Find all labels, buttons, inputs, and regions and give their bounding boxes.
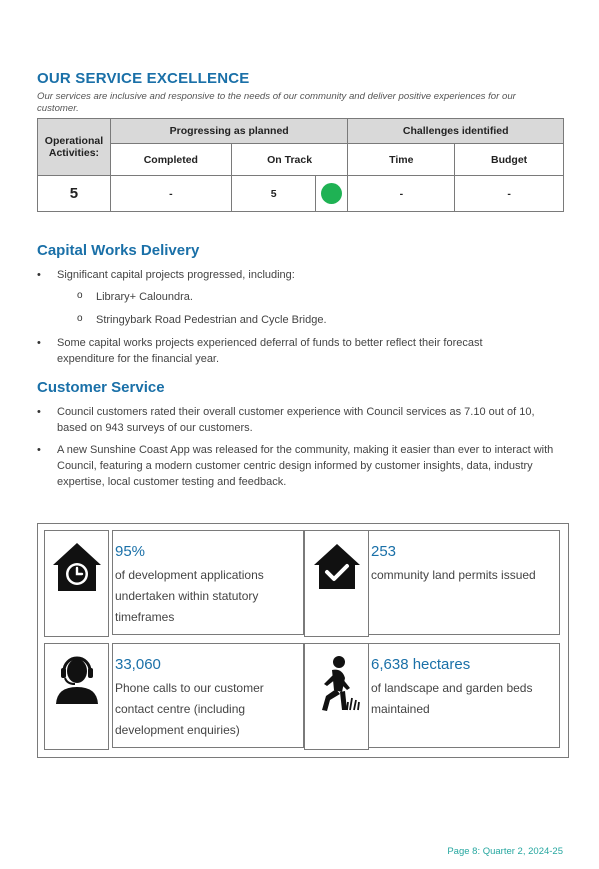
stat-description: community land permits issued: [371, 568, 536, 582]
header-budget: Budget: [455, 144, 564, 176]
customer-list: [37, 404, 557, 496]
list-item: o Library+ Caloundra.: [57, 289, 542, 305]
stat-description: of development applications undertaken within statutory timeframes: [115, 568, 264, 624]
capital-sublist: [57, 289, 542, 328]
service-intro: Our services are inclusive and responsive to the needs of our community and deliver positive experiences for our customer.: [37, 91, 516, 114]
list-item: • Council customers rated their overall customer experience with Council services as 7.10 out of 10, based on 943 surveys of our customers.: [37, 404, 557, 436]
stat-value: 6,638 hectares: [371, 656, 471, 673]
list-item: • A new Sunshine Coast App was released for the community, making it easier than ever to interact with Council, featuring a modern customer centric design informed by customer insights, data, industry expertise, local customer testing and feedback.: [37, 442, 557, 490]
customer-heading: Customer Service: [37, 379, 165, 396]
capital-bullet-1: Significant capital projects progressed, including:: [57, 269, 295, 281]
value-on-track: 5: [231, 176, 316, 212]
capital-list: [37, 267, 542, 373]
stat-card: [368, 643, 560, 748]
list-item: • Some capital works projects experienced deferral of funds to better reflect their forecast expenditure for the financial year.: [37, 335, 542, 367]
status-cell: [316, 176, 348, 212]
gardener-icon: [304, 643, 369, 750]
performance-table: [37, 118, 564, 212]
stat-card: [368, 530, 560, 635]
table-row: [38, 176, 564, 212]
header-challenges: Challenges identified: [348, 119, 564, 144]
stats-panel: [37, 523, 569, 758]
house-check-icon: [304, 530, 369, 637]
stat-card: [112, 643, 304, 748]
value-activities: 5: [38, 176, 111, 212]
value-completed: -: [110, 176, 231, 212]
header-completed: Completed: [110, 144, 231, 176]
status-dot-icon: [321, 183, 342, 204]
value-budget: -: [455, 176, 564, 212]
header-progressing: Progressing as planned: [110, 119, 348, 144]
headset-person-icon: [44, 643, 109, 750]
header-operational-activities: Operational Activities:: [38, 119, 111, 176]
list-item: o Stringybark Road Pedestrian and Cycle Bridge.: [57, 312, 542, 328]
service-heading: OUR SERVICE EXCELLENCE: [37, 70, 250, 87]
stat-description: of landscape and garden beds maintained: [371, 681, 533, 716]
stat-value: 95%: [115, 543, 146, 560]
header-on-track: On Track: [231, 144, 348, 176]
list-item: [37, 267, 542, 328]
house-clock-icon: [44, 530, 109, 637]
stat-description: Phone calls to our customer contact centre (including development enquiries): [115, 681, 264, 737]
page-footer: Page 8: Quarter 2, 2024-25: [447, 846, 563, 857]
stat-value: 253: [371, 543, 397, 560]
header-time: Time: [348, 144, 455, 176]
value-time: -: [348, 176, 455, 212]
capital-heading: Capital Works Delivery: [37, 242, 200, 259]
stat-card: [112, 530, 304, 635]
stat-value: 33,060: [115, 656, 161, 673]
